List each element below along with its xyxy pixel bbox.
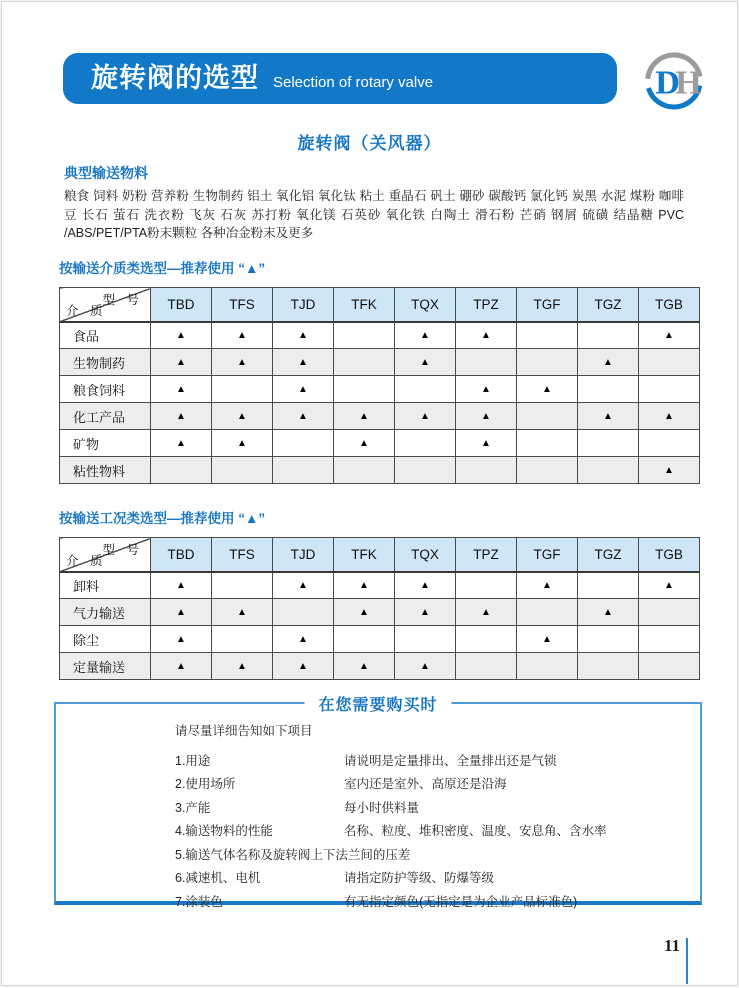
recommended-mark: ▲: [273, 349, 334, 376]
row-label: 化工产品: [60, 403, 151, 430]
page-title-zh: 旋转阀的选型: [91, 63, 259, 93]
table-row: [60, 599, 700, 626]
empty-cell: [395, 376, 456, 403]
purchase-item-desc: 名称、粒度、堆积密度、温度、安息角、含水率: [344, 824, 607, 839]
row-label: 气力输送: [60, 599, 151, 626]
model-column-header: TFK: [334, 288, 395, 322]
recommended-mark: ▲: [212, 599, 273, 626]
table-row: [60, 457, 700, 484]
table1-heading: 按输送介质类选型—推荐使用 “▲”: [59, 261, 266, 276]
recommended-mark: ▲: [517, 376, 578, 403]
table-row: [60, 322, 700, 349]
model-column-header: TBD: [151, 288, 212, 322]
empty-cell: [456, 653, 517, 680]
purchase-item-label: 2.使用场所: [175, 777, 236, 792]
model-column-header: TGF: [517, 538, 578, 572]
purchase-item-label: 6.减速机、电机: [175, 871, 261, 886]
model-column-header: TBD: [151, 538, 212, 572]
empty-cell: [517, 653, 578, 680]
table-header-row: [60, 288, 700, 322]
empty-cell: [334, 457, 395, 484]
recommended-mark: ▲: [273, 322, 334, 349]
empty-cell: [639, 626, 700, 653]
purchase-item: [175, 866, 700, 890]
empty-cell: [639, 430, 700, 457]
purchase-box-content: [56, 704, 700, 913]
model-column-header: TPZ: [456, 538, 517, 572]
purchase-item: [175, 748, 700, 772]
corner-label-media: 介 质: [66, 303, 107, 318]
empty-cell: [456, 626, 517, 653]
table-row: [60, 626, 700, 653]
model-column-header: TFS: [212, 538, 273, 572]
empty-cell: [578, 457, 639, 484]
empty-cell: [639, 653, 700, 680]
dh-logo-icon: [641, 46, 707, 112]
header-banner: [63, 53, 617, 104]
empty-cell: [395, 626, 456, 653]
selection-by-condition-section: [59, 507, 700, 680]
model-column-header: TQX: [395, 288, 456, 322]
logo-letter-d: D: [655, 64, 680, 102]
recommended-mark: ▲: [395, 653, 456, 680]
purchase-item-label: 3.产能: [175, 800, 211, 815]
empty-cell: [212, 457, 273, 484]
empty-cell: [395, 457, 456, 484]
table-row: [60, 403, 700, 430]
recommended-mark: ▲: [639, 572, 700, 599]
recommended-mark: ▲: [639, 322, 700, 349]
purchase-item: [175, 842, 700, 866]
empty-cell: [456, 457, 517, 484]
empty-cell: [578, 572, 639, 599]
empty-cell: [578, 626, 639, 653]
empty-cell: [334, 376, 395, 403]
selection-by-condition-table: [59, 537, 700, 680]
table-row: [60, 349, 700, 376]
recommended-mark: ▲: [639, 457, 700, 484]
materials-heading: 典型输送物料: [64, 165, 148, 181]
purchase-item-desc: 请指定防护等级、防爆等级: [344, 871, 495, 886]
recommended-mark: ▲: [273, 403, 334, 430]
recommended-mark: ▲: [334, 653, 395, 680]
table2-heading: 按输送工况类选型—推荐使用 “▲”: [59, 511, 266, 526]
empty-cell: [639, 376, 700, 403]
recommended-mark: ▲: [151, 349, 212, 376]
empty-cell: [517, 430, 578, 457]
empty-cell: [273, 457, 334, 484]
purchase-item-list: [175, 748, 700, 913]
recommended-mark: ▲: [151, 403, 212, 430]
empty-cell: [456, 572, 517, 599]
model-column-header: TGB: [639, 288, 700, 322]
empty-cell: [212, 376, 273, 403]
model-column-header: TJD: [273, 538, 334, 572]
purchase-info-box: [54, 697, 702, 909]
recommended-mark: ▲: [273, 376, 334, 403]
recommended-mark: ▲: [212, 653, 273, 680]
purchase-item: [175, 772, 700, 796]
recommended-mark: ▲: [578, 349, 639, 376]
empty-cell: [578, 430, 639, 457]
recommended-mark: ▲: [517, 626, 578, 653]
recommended-mark: ▲: [212, 430, 273, 457]
model-column-header: TGZ: [578, 288, 639, 322]
recommended-mark: ▲: [395, 572, 456, 599]
empty-cell: [517, 403, 578, 430]
materials-text: 粮食 饲料 奶粉 营养粉 生物制药 铝土 氧化铝 氧化钛 粘土 重晶石 矾土 硼砂 碳酸钙 氯化钙 炭黑 水泥 煤粉 咖啡豆 长石 萤石 洗衣粉 飞灰 石灰 苏打粉 氧化镁 石英砂 氧化铁 白陶土 滑石粉 芒硝 钢屑 硫磺 结晶糖 PVC /ABS/PET/PTA粉末颗粒 各种冶金粉末及更多: [64, 189, 684, 240]
purchase-item-desc: 有无指定颜色(无指定是为企业产品标准色): [344, 894, 578, 909]
purchase-item-label: 4.输送物料的性能: [175, 824, 273, 839]
model-column-header: TPZ: [456, 288, 517, 322]
recommended-mark: ▲: [151, 626, 212, 653]
selection-by-medium-table: [59, 287, 700, 484]
recommended-mark: ▲: [578, 599, 639, 626]
purchase-box-title: 在您需要购买时: [304, 692, 451, 715]
empty-cell: [273, 430, 334, 457]
purchase-item-label: 1.用途: [175, 753, 211, 768]
model-column-header: TFS: [212, 288, 273, 322]
corner-cell-model-media: [60, 288, 151, 322]
empty-cell: [212, 572, 273, 599]
purchase-item: [175, 819, 700, 843]
purchase-item-desc: 请说明是定量排出、全量排出还是气锁: [344, 753, 557, 768]
empty-cell: [578, 653, 639, 680]
purchase-item-label: 5.输送气体名称及旋转阀上下法兰间的压差: [175, 847, 411, 862]
empty-cell: [273, 599, 334, 626]
recommended-mark: ▲: [151, 653, 212, 680]
purchase-item-desc: 室内还是室外、高原还是沿海: [344, 777, 507, 792]
model-column-header: TGB: [639, 538, 700, 572]
recommended-mark: ▲: [212, 403, 273, 430]
row-label: 除尘: [60, 626, 151, 653]
row-label: 粮食饲料: [60, 376, 151, 403]
typical-materials-section: [64, 163, 684, 243]
empty-cell: [517, 322, 578, 349]
recommended-mark: ▲: [456, 322, 517, 349]
row-label: 生物制药: [60, 349, 151, 376]
empty-cell: [578, 322, 639, 349]
corner-label-model: 型 号: [102, 543, 143, 557]
recommended-mark: ▲: [212, 322, 273, 349]
corner-cell-model-media: [60, 538, 151, 572]
empty-cell: [517, 457, 578, 484]
purchase-item-label: 7.涂装色: [175, 894, 223, 909]
logo-letter-h: H: [675, 64, 702, 102]
table-row: [60, 572, 700, 599]
table-header-row: [60, 538, 700, 572]
empty-cell: [517, 599, 578, 626]
row-label: 粘性物料: [60, 457, 151, 484]
empty-cell: [151, 457, 212, 484]
table-row: [60, 376, 700, 403]
row-label: 食品: [60, 322, 151, 349]
recommended-mark: ▲: [456, 376, 517, 403]
row-label: 定量输送: [60, 653, 151, 680]
recommended-mark: ▲: [395, 403, 456, 430]
recommended-mark: ▲: [334, 599, 395, 626]
recommended-mark: ▲: [456, 599, 517, 626]
recommended-mark: ▲: [395, 349, 456, 376]
recommended-mark: ▲: [395, 322, 456, 349]
recommended-mark: ▲: [151, 599, 212, 626]
purchase-item: [175, 795, 700, 819]
empty-cell: [456, 349, 517, 376]
purchase-intro: 请尽量详细告知如下项目: [175, 724, 313, 738]
catalog-page: [1, 1, 738, 986]
recommended-mark: ▲: [273, 653, 334, 680]
empty-cell: [334, 626, 395, 653]
empty-cell: [639, 599, 700, 626]
recommended-mark: ▲: [151, 322, 212, 349]
recommended-mark: ▲: [456, 403, 517, 430]
recommended-mark: ▲: [456, 430, 517, 457]
empty-cell: [639, 349, 700, 376]
empty-cell: [578, 376, 639, 403]
recommended-mark: ▲: [273, 626, 334, 653]
recommended-mark: ▲: [578, 403, 639, 430]
empty-cell: [395, 430, 456, 457]
recommended-mark: ▲: [212, 349, 273, 376]
page-number: 11: [663, 936, 680, 955]
page-number-divider: [686, 938, 689, 984]
model-column-header: TJD: [273, 288, 334, 322]
recommended-mark: ▲: [334, 572, 395, 599]
recommended-mark: ▲: [395, 599, 456, 626]
recommended-mark: ▲: [334, 430, 395, 457]
model-column-header: TGZ: [578, 538, 639, 572]
model-column-header: TFK: [334, 538, 395, 572]
model-column-header: TGF: [517, 288, 578, 322]
empty-cell: [517, 349, 578, 376]
table-row: [60, 430, 700, 457]
empty-cell: [334, 349, 395, 376]
recommended-mark: ▲: [151, 430, 212, 457]
selection-by-medium-section: [59, 257, 700, 484]
purchase-item: [175, 889, 700, 913]
page-title-en: Selection of rotary valve: [273, 74, 434, 91]
recommended-mark: ▲: [517, 572, 578, 599]
empty-cell: [334, 322, 395, 349]
empty-cell: [212, 626, 273, 653]
recommended-mark: ▲: [334, 403, 395, 430]
corner-label-model: 型 号: [102, 293, 143, 307]
row-label: 矿物: [60, 430, 151, 457]
corner-label-media: 介 质: [66, 553, 107, 568]
purchase-item-desc: 每小时供料量: [344, 800, 420, 815]
table-row: [60, 653, 700, 680]
row-label: 卸料: [60, 572, 151, 599]
recommended-mark: ▲: [273, 572, 334, 599]
recommended-mark: ▲: [639, 403, 700, 430]
recommended-mark: ▲: [151, 572, 212, 599]
section-title: 旋转阀（关风器）: [297, 134, 442, 153]
recommended-mark: ▲: [151, 376, 212, 403]
model-column-header: TQX: [395, 538, 456, 572]
